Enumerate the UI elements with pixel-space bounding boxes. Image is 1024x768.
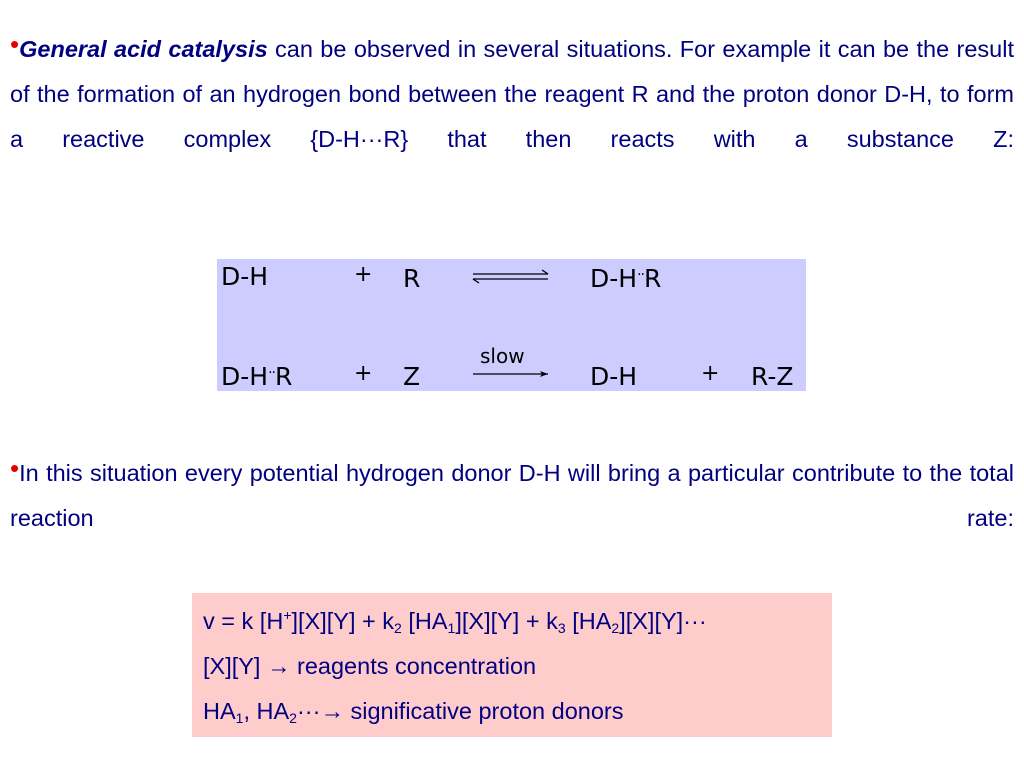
row2-product-rz: R-Z (751, 362, 794, 391)
row2-reactant-dh: D-H (221, 362, 269, 391)
row2-product-dh: D-H (590, 362, 638, 391)
rate-eq-part: [HA (401, 608, 448, 634)
rate-eq-sub: 1 (447, 620, 456, 636)
row2-reactant-complex (221, 362, 292, 396)
donors-sub: 2 (289, 710, 297, 726)
second-text: In this situation every potential hydrogen donor D-H will bring a particular contribute to the total reaction rate: (10, 460, 1014, 531)
donors-part: HA (203, 698, 236, 724)
row2-reactant-z: Z (403, 362, 421, 391)
rate-eq-sub: 2 (611, 620, 620, 636)
second-paragraph (10, 450, 1014, 586)
donors-definition (203, 696, 624, 726)
hbond-dots: ·· (268, 365, 275, 381)
intro-term: General acid catalysis (19, 36, 268, 62)
row1-product-r: R (643, 264, 662, 293)
rate-eq-part: ][X][Y] + k (455, 608, 558, 634)
rate-eq-sub: 2 (394, 620, 402, 636)
reaction-scheme (217, 259, 806, 391)
rate-eq-sup: + (283, 607, 292, 623)
rate-equation (203, 606, 707, 636)
row2-plus: + (354, 361, 373, 386)
hbond-dots: ·· (637, 267, 644, 283)
arrow-label-slow: slow (480, 344, 525, 368)
rate-eq-part: v = k [H (203, 608, 284, 634)
rate-eq-part: ][X][Y]··· (619, 608, 707, 634)
row1-product-complex (590, 264, 661, 298)
forward-arrow-icon (472, 369, 550, 379)
donors-sub: 1 (235, 710, 244, 726)
row1-reactant-dh: D-H (221, 262, 269, 291)
reagents-definition: [X][Y] → reagents concentration (203, 653, 537, 679)
donors-part: ···→ significative proton donors (296, 698, 624, 724)
intro-text: can be observed in several situations. For example it can be the result of the formation of an hydrogen bond between the reagent R and the proton donor D-H, to form a reactive complex {D-H···R} that then reacts with a substance Z: (10, 36, 1014, 152)
row1-product-dh: D-H (590, 264, 638, 293)
row1-plus: + (354, 262, 373, 287)
rate-equation-box (192, 593, 832, 737)
bullet-icon: • (10, 29, 20, 59)
donors-part: , HA (243, 698, 290, 724)
row1-reactant-r: R (403, 264, 421, 293)
rate-eq-sub: 3 (557, 620, 566, 636)
equilibrium-arrow-icon (472, 269, 550, 285)
rate-eq-part: [HA (565, 608, 612, 634)
rate-eq-part: ][X][Y] + k (291, 608, 395, 634)
row2-plus-2: + (701, 361, 720, 386)
bullet-icon: • (10, 453, 20, 483)
intro-paragraph (10, 26, 1014, 207)
row2-reactant-r: R (274, 362, 293, 391)
